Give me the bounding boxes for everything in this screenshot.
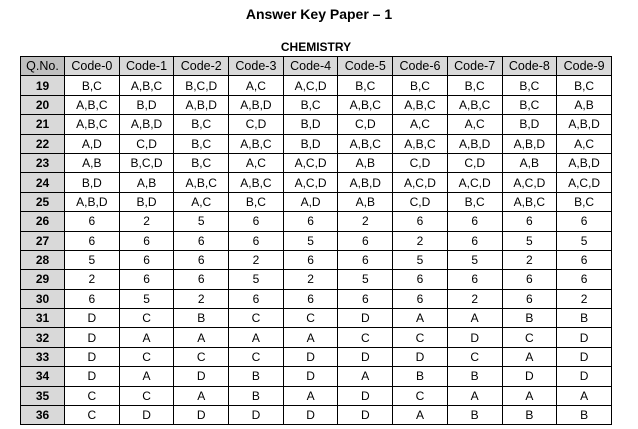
answer-cell: C bbox=[229, 309, 284, 328]
answer-cell: A,B bbox=[502, 153, 557, 172]
answer-cell: B,D bbox=[65, 173, 120, 192]
answer-cell: D bbox=[229, 406, 284, 425]
answer-cell: 5 bbox=[502, 231, 557, 250]
question-number-cell: 34 bbox=[21, 367, 65, 386]
answer-cell: C bbox=[119, 347, 174, 366]
question-number-cell: 33 bbox=[21, 347, 65, 366]
answer-cell: 6 bbox=[502, 212, 557, 231]
table-row bbox=[21, 192, 612, 211]
answer-cell: B,D bbox=[283, 134, 338, 153]
answer-cell: A bbox=[447, 386, 502, 405]
answer-cell: A bbox=[229, 328, 284, 347]
answer-key-table bbox=[20, 56, 612, 425]
answer-cell: B,C bbox=[447, 192, 502, 211]
code-column-header: Code-6 bbox=[393, 57, 448, 76]
answer-cell: A,C bbox=[174, 192, 229, 211]
answer-cell: D bbox=[65, 367, 120, 386]
answer-cell: 2 bbox=[283, 270, 338, 289]
answer-cell: 2 bbox=[447, 289, 502, 308]
answer-cell: 5 bbox=[229, 270, 284, 289]
answer-cell: A,B,D bbox=[557, 153, 612, 172]
answer-cell: D bbox=[557, 367, 612, 386]
answer-cell: 2 bbox=[338, 212, 393, 231]
table-body bbox=[21, 76, 612, 425]
code-column-header: Code-9 bbox=[557, 57, 612, 76]
answer-cell: C,D bbox=[119, 134, 174, 153]
answer-cell: 6 bbox=[557, 250, 612, 269]
answer-cell: D bbox=[283, 347, 338, 366]
answer-cell: C,D bbox=[338, 115, 393, 134]
answer-cell: 5 bbox=[338, 270, 393, 289]
answer-cell: 6 bbox=[447, 231, 502, 250]
answer-cell: A,B bbox=[338, 153, 393, 172]
table-row bbox=[21, 328, 612, 347]
table-row bbox=[21, 347, 612, 366]
answer-cell: A bbox=[119, 367, 174, 386]
answer-cell: D bbox=[65, 309, 120, 328]
answer-cell: A,B,D bbox=[502, 134, 557, 153]
answer-cell: 5 bbox=[447, 250, 502, 269]
table-row bbox=[21, 153, 612, 172]
code-column-header: Code-2 bbox=[174, 57, 229, 76]
answer-cell: 6 bbox=[447, 270, 502, 289]
table-row bbox=[21, 386, 612, 405]
table-row bbox=[21, 76, 612, 95]
code-column-header: Code-7 bbox=[447, 57, 502, 76]
answer-cell: C bbox=[174, 347, 229, 366]
table-header-row bbox=[21, 57, 612, 76]
answer-cell: 2 bbox=[119, 212, 174, 231]
answer-cell: A,B,C bbox=[65, 115, 120, 134]
answer-cell: D bbox=[557, 328, 612, 347]
answer-cell: A,C bbox=[393, 115, 448, 134]
table-row bbox=[21, 212, 612, 231]
answer-cell: A bbox=[393, 309, 448, 328]
answer-cell: A,C,D bbox=[283, 76, 338, 95]
answer-cell: B bbox=[229, 367, 284, 386]
answer-cell: 6 bbox=[119, 231, 174, 250]
answer-cell: A bbox=[502, 386, 557, 405]
table-row bbox=[21, 231, 612, 250]
answer-cell: A,B,C bbox=[229, 134, 284, 153]
question-number-cell: 23 bbox=[21, 153, 65, 172]
answer-cell: B bbox=[393, 367, 448, 386]
answer-cell: 6 bbox=[65, 231, 120, 250]
answer-cell: B,C,D bbox=[174, 76, 229, 95]
answer-cell: A bbox=[502, 347, 557, 366]
answer-cell: A,B,D bbox=[65, 192, 120, 211]
question-number-cell: 29 bbox=[21, 270, 65, 289]
answer-cell: 6 bbox=[119, 270, 174, 289]
answer-cell: B bbox=[557, 309, 612, 328]
answer-cell: A,C bbox=[229, 153, 284, 172]
answer-cell: C bbox=[65, 406, 120, 425]
answer-cell: 6 bbox=[65, 212, 120, 231]
code-column-header: Code-1 bbox=[119, 57, 174, 76]
answer-cell: 6 bbox=[174, 270, 229, 289]
answer-cell: D bbox=[557, 347, 612, 366]
answer-cell: 6 bbox=[447, 212, 502, 231]
table-row bbox=[21, 250, 612, 269]
answer-cell: C,D bbox=[393, 192, 448, 211]
answer-cell: C bbox=[119, 386, 174, 405]
question-number-cell: 24 bbox=[21, 173, 65, 192]
answer-cell: 5 bbox=[557, 231, 612, 250]
answer-cell: B,D bbox=[119, 192, 174, 211]
answer-cell: A,B,C bbox=[338, 95, 393, 114]
answer-cell: A,C bbox=[229, 76, 284, 95]
answer-cell: A,C,D bbox=[393, 173, 448, 192]
answer-cell: 6 bbox=[338, 231, 393, 250]
answer-cell: B bbox=[174, 309, 229, 328]
answer-cell: 2 bbox=[174, 289, 229, 308]
answer-cell: D bbox=[119, 406, 174, 425]
answer-cell: A,B,C bbox=[65, 95, 120, 114]
code-column-header: Code-5 bbox=[338, 57, 393, 76]
question-number-header: Q.No. bbox=[21, 57, 65, 76]
answer-cell: 6 bbox=[229, 289, 284, 308]
answer-cell: 6 bbox=[502, 289, 557, 308]
answer-cell: B,C bbox=[174, 134, 229, 153]
answer-cell: A,B,C bbox=[338, 134, 393, 153]
answer-cell: B,C bbox=[174, 153, 229, 172]
answer-cell: B,C bbox=[557, 76, 612, 95]
answer-cell: 6 bbox=[338, 250, 393, 269]
answer-cell: C bbox=[119, 309, 174, 328]
answer-cell: A,B,D bbox=[557, 115, 612, 134]
answer-cell: A,D bbox=[283, 192, 338, 211]
answer-cell: B,C bbox=[283, 95, 338, 114]
answer-cell: C bbox=[502, 328, 557, 347]
code-column-header: Code-4 bbox=[283, 57, 338, 76]
answer-cell: 6 bbox=[119, 250, 174, 269]
answer-cell: D bbox=[283, 367, 338, 386]
table-row bbox=[21, 309, 612, 328]
answer-cell: 6 bbox=[65, 289, 120, 308]
answer-cell: A,B,D bbox=[447, 134, 502, 153]
answer-cell: A,C,D bbox=[447, 173, 502, 192]
answer-cell: A,B,D bbox=[174, 95, 229, 114]
answer-cell: B bbox=[447, 367, 502, 386]
answer-cell: A,C,D bbox=[283, 153, 338, 172]
answer-cell: D bbox=[174, 367, 229, 386]
answer-cell: 6 bbox=[338, 289, 393, 308]
table-row bbox=[21, 115, 612, 134]
answer-cell: 5 bbox=[119, 289, 174, 308]
answer-cell: 6 bbox=[557, 212, 612, 231]
table-row bbox=[21, 95, 612, 114]
answer-cell: D bbox=[447, 328, 502, 347]
answer-cell: 6 bbox=[283, 250, 338, 269]
answer-cell: C bbox=[229, 347, 284, 366]
answer-cell: A bbox=[338, 367, 393, 386]
answer-cell: D bbox=[338, 406, 393, 425]
answer-cell: C bbox=[393, 328, 448, 347]
answer-cell: 2 bbox=[502, 250, 557, 269]
question-number-cell: 20 bbox=[21, 95, 65, 114]
answer-cell: B bbox=[557, 406, 612, 425]
table-row bbox=[21, 406, 612, 425]
answer-cell: B,D bbox=[119, 95, 174, 114]
answer-cell: 6 bbox=[283, 212, 338, 231]
answer-cell: B bbox=[502, 406, 557, 425]
answer-cell: A,B bbox=[65, 153, 120, 172]
answer-cell: A,C bbox=[447, 115, 502, 134]
question-number-cell: 26 bbox=[21, 212, 65, 231]
answer-cell: A,B,C bbox=[447, 95, 502, 114]
answer-cell: A,B,C bbox=[119, 76, 174, 95]
answer-cell: C bbox=[393, 386, 448, 405]
question-number-cell: 32 bbox=[21, 328, 65, 347]
answer-cell: B,D bbox=[283, 115, 338, 134]
answer-cell: 2 bbox=[229, 250, 284, 269]
question-number-cell: 30 bbox=[21, 289, 65, 308]
answer-cell: D bbox=[338, 347, 393, 366]
answer-cell: B,C bbox=[338, 76, 393, 95]
table-row bbox=[21, 134, 612, 153]
answer-cell: 2 bbox=[393, 231, 448, 250]
answer-cell: A bbox=[447, 309, 502, 328]
answer-cell: C bbox=[338, 328, 393, 347]
answer-cell: 2 bbox=[65, 270, 120, 289]
answer-cell: A bbox=[119, 328, 174, 347]
answer-cell: A bbox=[174, 328, 229, 347]
answer-cell: A bbox=[283, 386, 338, 405]
question-number-cell: 36 bbox=[21, 406, 65, 425]
answer-cell: A,B,C bbox=[393, 134, 448, 153]
answer-cell: 6 bbox=[502, 270, 557, 289]
answer-cell: A,B,C bbox=[393, 95, 448, 114]
answer-cell: 5 bbox=[174, 212, 229, 231]
table-row bbox=[21, 367, 612, 386]
table-row bbox=[21, 173, 612, 192]
question-number-cell: 35 bbox=[21, 386, 65, 405]
answer-cell: A,B,D bbox=[338, 173, 393, 192]
answer-cell: A bbox=[283, 328, 338, 347]
answer-cell: A,C,D bbox=[557, 173, 612, 192]
answer-cell: A,C bbox=[557, 134, 612, 153]
code-column-header: Code-3 bbox=[229, 57, 284, 76]
question-number-cell: 21 bbox=[21, 115, 65, 134]
question-number-cell: 27 bbox=[21, 231, 65, 250]
answer-cell: 6 bbox=[557, 270, 612, 289]
table-row bbox=[21, 289, 612, 308]
answer-cell: 5 bbox=[65, 250, 120, 269]
answer-cell: D bbox=[338, 309, 393, 328]
answer-cell: A,B,D bbox=[119, 115, 174, 134]
question-number-cell: 31 bbox=[21, 309, 65, 328]
answer-cell: B,C bbox=[174, 115, 229, 134]
answer-cell: D bbox=[393, 347, 448, 366]
answer-cell: A,B,C bbox=[229, 173, 284, 192]
answer-cell: B,D bbox=[502, 115, 557, 134]
answer-cell: C bbox=[65, 386, 120, 405]
answer-cell: A bbox=[557, 386, 612, 405]
answer-cell: B,C,D bbox=[119, 153, 174, 172]
code-column-header: Code-0 bbox=[65, 57, 120, 76]
answer-cell: 6 bbox=[174, 231, 229, 250]
answer-cell: A,B bbox=[119, 173, 174, 192]
answer-cell: 6 bbox=[393, 212, 448, 231]
answer-cell: 5 bbox=[283, 231, 338, 250]
answer-cell: 6 bbox=[174, 250, 229, 269]
answer-cell: A,C,D bbox=[283, 173, 338, 192]
answer-cell: C,D bbox=[447, 153, 502, 172]
answer-cell: A bbox=[174, 386, 229, 405]
answer-cell: B,C bbox=[502, 95, 557, 114]
answer-cell: D bbox=[502, 367, 557, 386]
answer-cell: D bbox=[338, 386, 393, 405]
answer-cell: B,C bbox=[447, 76, 502, 95]
answer-cell: B,C bbox=[502, 76, 557, 95]
answer-cell: B bbox=[229, 386, 284, 405]
answer-cell: C bbox=[283, 309, 338, 328]
answer-cell: A,B,D bbox=[229, 95, 284, 114]
answer-cell: A,B,C bbox=[502, 192, 557, 211]
answer-cell: A,B,C bbox=[174, 173, 229, 192]
answer-cell: 6 bbox=[283, 289, 338, 308]
answer-cell: D bbox=[283, 406, 338, 425]
question-number-cell: 25 bbox=[21, 192, 65, 211]
question-number-cell: 19 bbox=[21, 76, 65, 95]
answer-cell: 2 bbox=[557, 289, 612, 308]
document-title: Answer Key Paper – 1 bbox=[245, 6, 393, 22]
answer-cell: 6 bbox=[393, 270, 448, 289]
answer-cell: B,C bbox=[393, 76, 448, 95]
answer-cell: B bbox=[447, 406, 502, 425]
answer-cell: C bbox=[447, 347, 502, 366]
answer-cell: 5 bbox=[393, 250, 448, 269]
answer-cell: A,B bbox=[557, 95, 612, 114]
answer-cell: A,D bbox=[65, 134, 120, 153]
answer-cell: D bbox=[65, 328, 120, 347]
question-number-cell: 22 bbox=[21, 134, 65, 153]
code-column-header: Code-8 bbox=[502, 57, 557, 76]
answer-cell: A,B bbox=[338, 192, 393, 211]
answer-cell: B,C bbox=[557, 192, 612, 211]
table-row bbox=[21, 270, 612, 289]
answer-cell: D bbox=[65, 347, 120, 366]
answer-cell: B,C bbox=[65, 76, 120, 95]
answer-cell: 6 bbox=[229, 212, 284, 231]
answer-cell: B bbox=[502, 309, 557, 328]
answer-cell: A bbox=[393, 406, 448, 425]
answer-cell: A,C,D bbox=[502, 173, 557, 192]
answer-cell: 6 bbox=[229, 231, 284, 250]
subject-heading: CHEMISTRY bbox=[280, 40, 352, 54]
answer-cell: B,C bbox=[229, 192, 284, 211]
answer-cell: D bbox=[174, 406, 229, 425]
answer-cell: 6 bbox=[393, 289, 448, 308]
question-number-cell: 28 bbox=[21, 250, 65, 269]
answer-cell: C,D bbox=[393, 153, 448, 172]
answer-cell: C,D bbox=[229, 115, 284, 134]
